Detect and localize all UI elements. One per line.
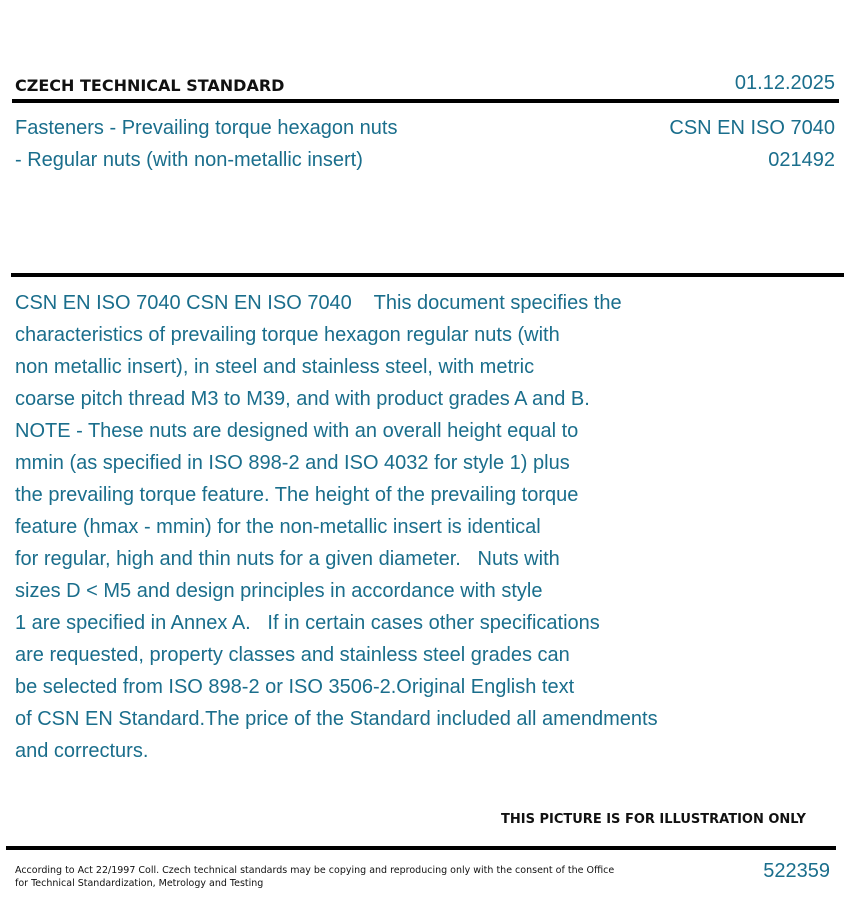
legal-notice-line-2: for Technical Standardization, Metrology and Testing	[15, 878, 264, 889]
description-line: and correcturs.	[15, 740, 149, 762]
document-id: 522359	[763, 860, 830, 882]
description-line: the prevailing torque feature. The height of the prevailing torque	[15, 484, 579, 506]
standard-number: CSN EN ISO 7040	[669, 117, 835, 139]
description-line: NOTE - These nuts are designed with an overall height equal to	[15, 420, 579, 442]
description-line: coarse pitch thread M3 to M39, and with product grades A and B.	[15, 388, 590, 410]
publication-date: 01.12.2025	[734, 72, 835, 94]
description-line: CSN EN ISO 7040 CSN EN ISO 7040 This document specifies the	[15, 292, 622, 314]
classification-code: 021492	[768, 149, 835, 171]
description-line: of CSN EN Standard.The price of the Standard included all amendments	[15, 708, 658, 730]
description-line: for regular, high and thin nuts for a given diameter. Nuts with	[15, 548, 560, 570]
header-divider	[12, 99, 839, 103]
legal-notice-line-1: According to Act 22/1997 Coll. Czech technical standards may be copying and reproducing only with the consent of the Office	[15, 865, 615, 876]
description-line: sizes D < M5 and design principles in accordance with style	[15, 580, 543, 602]
standard-title-line-2: - Regular nuts (with non-metallic insert)	[15, 149, 363, 171]
description-line: non metallic insert), in steel and stainless steel, with metric	[15, 356, 535, 378]
description-line: 1 are specified in Annex A. If in certain cases other specifications	[15, 612, 600, 634]
standard-codes	[669, 112, 835, 176]
illustration-disclaimer: THIS PICTURE IS FOR ILLUSTRATION ONLY	[501, 812, 806, 827]
footer-divider	[6, 846, 836, 850]
title-divider	[11, 273, 844, 277]
standard-title	[15, 112, 575, 176]
description-text	[15, 287, 735, 767]
description-line: characteristics of prevailing torque hexagon regular nuts (with	[15, 324, 560, 346]
description-line: are requested, property classes and stainless steel grades can	[15, 644, 570, 666]
legal-notice	[15, 864, 615, 890]
description-line: be selected from ISO 898-2 or ISO 3506-2.Original English text	[15, 676, 575, 698]
description-line: mmin (as specified in ISO 898-2 and ISO 4032 for style 1) plus	[15, 452, 570, 474]
standard-label: CZECH TECHNICAL STANDARD	[15, 76, 285, 95]
standard-title-line-1: Fasteners - Prevailing torque hexagon nuts	[15, 117, 398, 139]
description-line: feature (hmax - mmin) for the non-metallic insert is identical	[15, 516, 541, 538]
